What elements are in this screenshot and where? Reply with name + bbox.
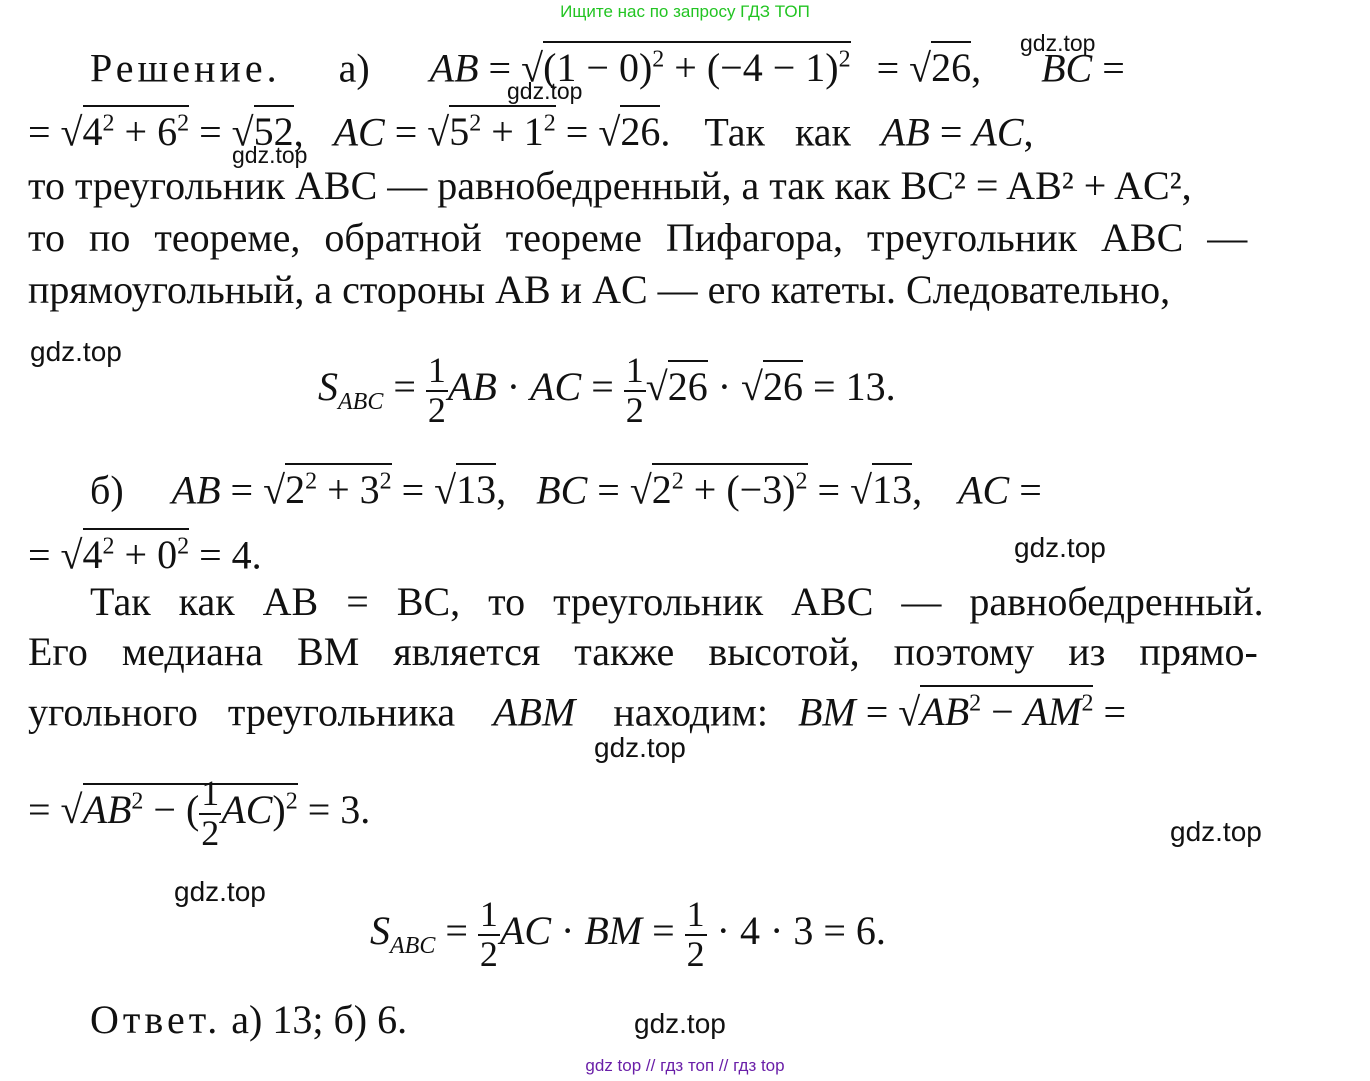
solution-a-line-4: то по теореме, обратной теореме Пифагора, треугольник ABC —	[28, 215, 1248, 260]
area-formula-a: $S_{ABC}$ = $\frac{1}{2}$ AB · AC = $\frac{1}{2}$ √26 · √26 = 13.	[318, 350, 896, 430]
solution-b-line-4: Его медиана BM является также высотой, поэтому из прямо-	[28, 629, 1258, 674]
watermark: gdz.top	[1170, 816, 1262, 847]
watermark: gdz.top	[174, 876, 266, 907]
watermark: gdz.top	[30, 336, 122, 367]
watermark: gdz.top	[634, 1008, 726, 1039]
answer-text: а) 13; б) 6.	[231, 997, 408, 1042]
answer-label: Ответ.	[90, 997, 222, 1042]
solution-b-line-1: б) AB = $√2^2 + 3^2 = √13$, BC = $√2^2 + (-3)^2 = √13$, AC =	[90, 470, 1042, 510]
top-banner[interactable]: Ищите нас по запросу ГДЗ ТОП	[560, 2, 810, 21]
solution-a-line-5: прямоугольный, а стороны AB и AC — его катеты. Следовательно,	[28, 267, 1171, 312]
part-b-label: б)	[90, 467, 124, 513]
watermark: gdz.top	[507, 78, 583, 104]
solution-a-line-1: Решение. а) AB = $√(1 - 0)^2 + (-4 - 1)^2 = √26$, BC =	[90, 48, 1125, 88]
solution-a-line-2: = $√4^2 + 6^2 = √52$, AC = $√5^2 + 1^2 = √26$. Так как AB = AC,	[28, 112, 1034, 152]
answer-line	[90, 997, 408, 1042]
solution-a-line-3: то треугольник ABC — равнобедренный, а так как BC² = AB² + AC²,	[28, 163, 1192, 208]
watermark: gdz.top	[1020, 30, 1096, 56]
solution-b-line-6: = $√AB^2$ − ( $\frac{1}{2}$ AC)$^2$ = 3.	[28, 773, 371, 853]
bottom-banner[interactable]: gdz top // гдз топ // гдз top	[585, 1056, 785, 1075]
part-a-label: а)	[338, 45, 370, 91]
solution-b-line-5: угольного треугольника ABM находим: BM = $√AB^2 - AM^2$ =	[28, 692, 1126, 732]
watermark: gdz.top	[232, 142, 308, 168]
solution-heading: Решение.	[90, 45, 281, 91]
watermark: gdz.top	[594, 732, 686, 763]
solution-b-line-2: = $√4^2 + 0^2 = 4$.	[28, 535, 262, 575]
watermark: gdz.top	[1014, 532, 1106, 563]
area-formula-b: $S_{ABC}$ = $\frac{1}{2}$ AC · BM = $\frac{1}{2}$ · 4 · 3 = 6.	[370, 894, 886, 974]
solution-b-line-3: Так как AB = BC, то треугольник ABC — равнобедренный.	[90, 579, 1264, 624]
